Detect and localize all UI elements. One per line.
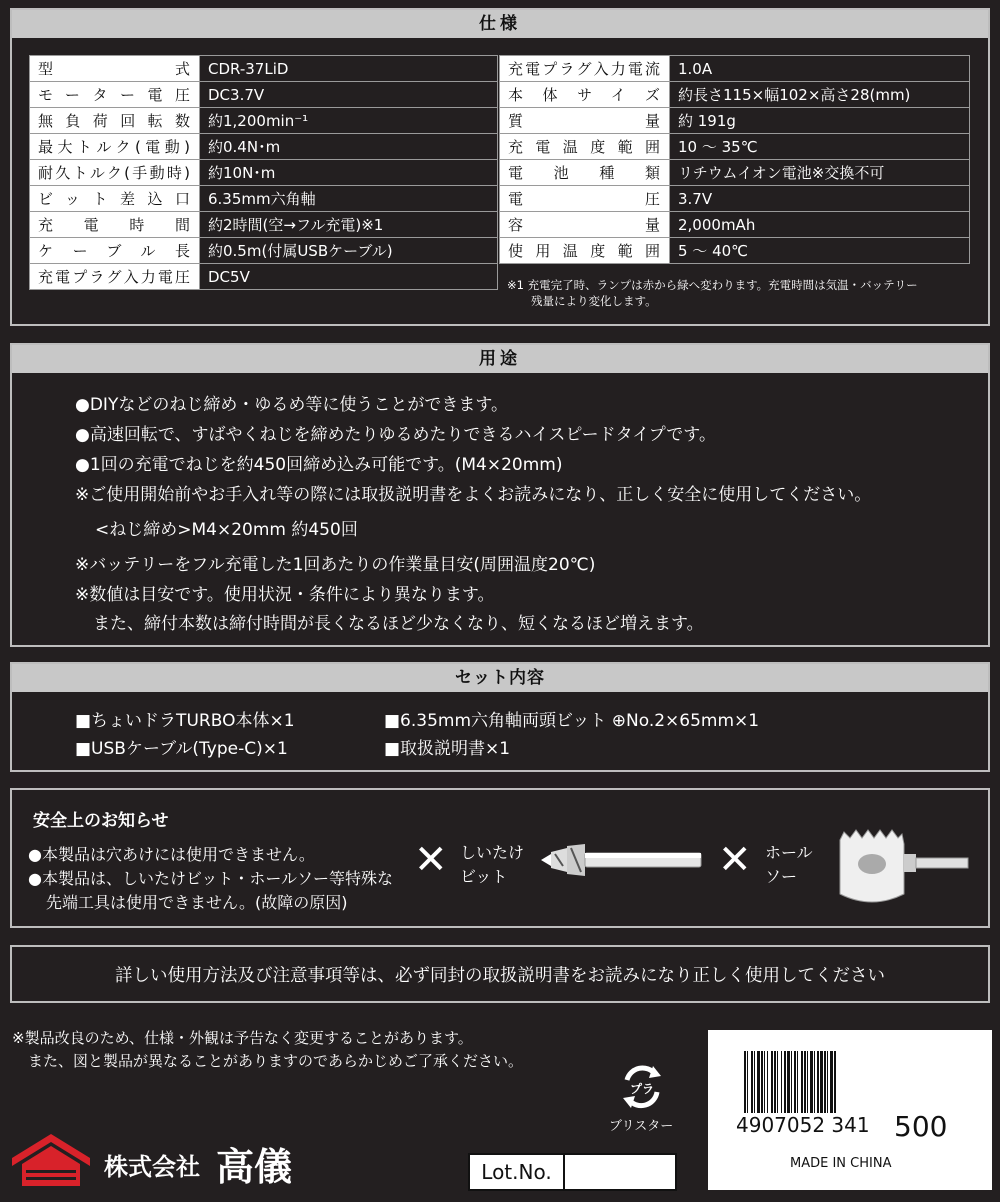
spec-label: 電圧 — [500, 186, 670, 212]
set-item: ■6.35mm六角軸両頭ビット ⊕No.2×65mm×1 — [384, 711, 760, 731]
barcode-prefix: 4907052 341 — [736, 1113, 870, 1137]
spec-value: 約2時間(空→フル充電)※1 — [200, 212, 498, 238]
table-row — [500, 238, 970, 264]
usage-line: ●高速回転で、すばやくねじを締めたりゆるめたりできるハイスピードタイプです。 — [75, 425, 716, 445]
table-row — [500, 134, 970, 160]
table-row — [500, 160, 970, 186]
spec-value: 約1,200min⁻¹ — [200, 108, 498, 134]
usage-line: ●1回の充電でねじを約450回締め込み可能です。(M4×20mm) — [75, 455, 563, 475]
usage-line: ※ご使用開始前やお手入れ等の際には取扱説明書をよくお読みになり、正しく安全に使用してください。 — [75, 485, 872, 505]
spec-value: DC3.7V — [200, 82, 498, 108]
lot-number-box — [468, 1153, 677, 1191]
table-row — [30, 160, 498, 186]
set-item: ■USBケーブル(Type-C)×1 — [75, 739, 288, 759]
spec-label: 容量 — [500, 212, 670, 238]
spec-label: ビット差込口 — [30, 186, 200, 212]
recycle-label: プラ — [629, 1082, 655, 1096]
spec-value: 6.35mm六角軸 — [200, 186, 498, 212]
footer-notice: また、図と製品が異なることがありますのであらかじめご了承ください。 — [28, 1052, 524, 1070]
table-row — [30, 212, 498, 238]
table-row — [30, 82, 498, 108]
footnote-line: 残量により変化します。 — [531, 294, 657, 308]
spec-label: 充電プラグ入力電圧 — [30, 264, 200, 290]
instruction-text: 詳しい使用方法及び注意事項等は、必ず同封の取扱説明書をお読みになり正しく使用してください — [115, 966, 885, 986]
safety-line: ●本製品は、しいたけビット・ホールソー等特殊な — [28, 869, 394, 888]
spec-value: 10 ～ 35℃ — [670, 134, 970, 160]
spec-label: 電池種類 — [500, 160, 670, 186]
usage-line: ※数値は目安です。使用状況・条件により異なります。 — [75, 585, 495, 605]
spec-table-right — [499, 55, 970, 264]
tool-label: ソー — [765, 867, 798, 886]
recycle-mark-icon — [617, 1062, 667, 1112]
table-row — [30, 186, 498, 212]
spec-value: DC5V — [200, 264, 498, 290]
spec-value: 約10N･m — [200, 160, 498, 186]
tool-label: しいたけ — [460, 843, 525, 862]
table-row — [30, 108, 498, 134]
spec-value: 5 ～ 40℃ — [670, 238, 970, 264]
table-row — [500, 212, 970, 238]
spec-label: 充電時間 — [30, 212, 200, 238]
spec-value: 1.0A — [670, 56, 970, 82]
table-row — [30, 264, 498, 290]
spec-value: 約0.5m(付属USBケーブル) — [200, 238, 498, 264]
spec-label: 本体サイズ — [500, 82, 670, 108]
safety-title: 安全上のお知らせ — [33, 811, 169, 831]
spec-value: 2,000mAh — [670, 212, 970, 238]
usage-line: <ねじ締め>M4×20mm 約450回 — [95, 520, 358, 540]
spec-value: 約 191g — [670, 108, 970, 134]
usage-line: ●DIYなどのねじ締め・ゆるめ等に使うことができます。 — [75, 395, 508, 415]
set-item: ■取扱説明書×1 — [384, 739, 511, 759]
spec-label: 耐久トルク(手動時) — [30, 160, 200, 186]
table-row — [30, 56, 498, 82]
footer-notice: ※製品改良のため、仕様・外観は予告なく変更することがあります。 — [12, 1029, 473, 1047]
barcode-icon — [744, 1051, 966, 1113]
made-in-text: MADE IN CHINA — [790, 1156, 892, 1171]
spec-table-left — [29, 55, 498, 290]
table-row — [500, 56, 970, 82]
lot-label: Lot.No. — [470, 1155, 565, 1189]
spec-value: CDR-37LiD — [200, 56, 498, 82]
safety-line: 先端工具は使用できません。(故障の原因) — [46, 893, 348, 912]
usage-line: ※バッテリーをフル充電した1回あたりの作業量目安(周囲温度20℃) — [75, 555, 596, 575]
barcode-bar — [836, 1051, 837, 1113]
footnote-line: ※1 充電完了時、ランプは赤から緑へ変わります。充電時間は気温・バッテリー — [507, 278, 918, 292]
spec-footnote — [507, 277, 918, 309]
company-prefix: 株式会社 — [104, 1152, 200, 1181]
spec-value: リチウムイオン電池※交換不可 — [670, 160, 970, 186]
spec-label: 型式 — [30, 56, 200, 82]
hole-saw-icon — [828, 824, 972, 910]
spec-value: 約0.4N･m — [200, 134, 498, 160]
table-row — [30, 134, 498, 160]
recycle-caption: ブリスター — [609, 1119, 674, 1134]
safety-line: ●本製品は穴あけには使用できません。 — [28, 845, 315, 864]
takagi-house-logo-icon — [10, 1130, 92, 1188]
table-row — [30, 238, 498, 264]
usage-heading: 用途 — [12, 345, 988, 373]
barcode-suffix: 500 — [894, 1110, 948, 1143]
usage-line: また、締付本数は締付時間が長くなるほど少なくなり、短くなるほど増えます。 — [93, 614, 704, 634]
tool-label: ホール — [765, 843, 813, 862]
set-item: ■ちょいドラTURBO本体×1 — [75, 711, 295, 731]
spec-label: 最大トルク(電動) — [30, 134, 200, 160]
table-row — [500, 186, 970, 212]
spec-label: 充電プラグ入力電流 — [500, 56, 670, 82]
cross-icon: ✕ — [414, 837, 448, 883]
spec-label: ケーブル長 — [30, 238, 200, 264]
tool-label: ビット — [460, 867, 508, 886]
spec-label: 使用温度範囲 — [500, 238, 670, 264]
spec-heading: 仕様 — [12, 10, 988, 38]
spec-label: 無負荷回転数 — [30, 108, 200, 134]
spec-value: 3.7V — [670, 186, 970, 212]
table-row — [500, 82, 970, 108]
stepped-drill-bit-icon — [537, 838, 703, 882]
set-contents-heading: セット内容 — [12, 664, 988, 692]
spec-value: 約長さ115×幅102×高さ28(mm) — [670, 82, 970, 108]
cross-icon: ✕ — [718, 837, 752, 883]
spec-label: 充電温度範囲 — [500, 134, 670, 160]
table-row — [500, 108, 970, 134]
company-name: 高儀 — [216, 1144, 293, 1189]
spec-label: モーター電圧 — [30, 82, 200, 108]
spec-label: 質量 — [500, 108, 670, 134]
